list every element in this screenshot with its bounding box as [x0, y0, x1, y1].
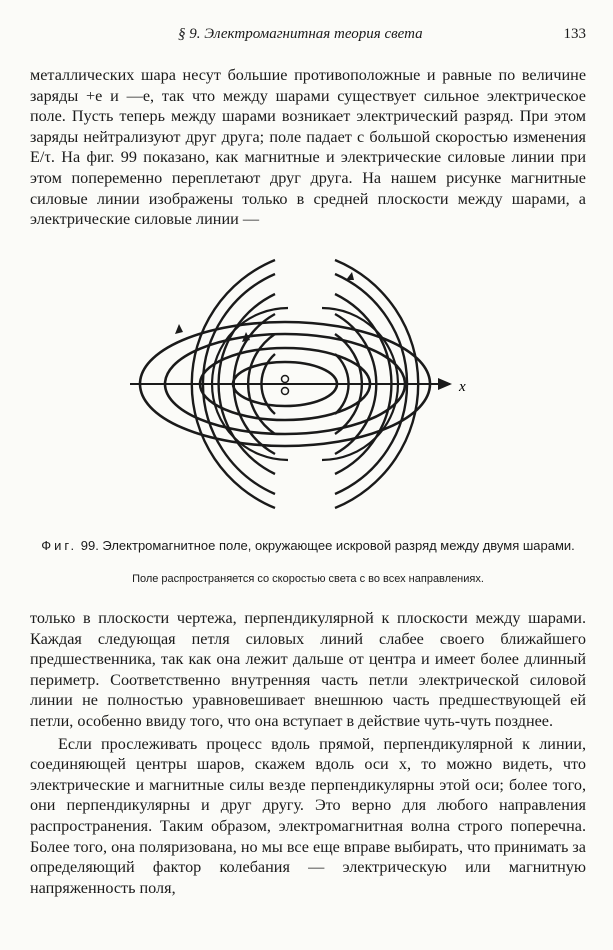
- figure-caption: [30, 537, 586, 554]
- section-title: § 9. Электромагнитная теория света: [178, 26, 423, 42]
- caption-text: 99. Электромагнитное поле, окружающее искровой разряд между двумя шарами.: [80, 538, 575, 553]
- body-text-top: [30, 65, 586, 230]
- paragraph: Если прослеживать процесс вдоль прямой, перпендикулярной к линии, соединяющей центры шаров, скажем вдоль оси x, то можно видеть, что электрические и магнитные силы везде перпендикулярны этой оси; более того, они перпендикулярны и друг другу. Это верно для любого направления распространения. Таким образом, электромагнитная волна строго поперечна. Более того, она поляризована, но мы все еще вправе выбирать, что принимать за определяющий фактор колебания — электрическую или магнитную напряженность поля,: [30, 734, 586, 897]
- body-text-bottom: [30, 608, 586, 898]
- figure-subcaption: Поле распространяется со скоростью света c во всех направлениях.: [132, 573, 484, 585]
- page-number: 133: [563, 26, 586, 42]
- x-axis-label: x: [459, 379, 466, 395]
- field-lines-figure: [130, 254, 480, 534]
- paragraph: металлических шара несут большие противоположные и равные по величине заряды +e и —e, так что между шарами существует сильное электрическое поле. Пусть теперь между шарами возникает электрический разряд. При этом заряды нейтрализуют друг друга; поле падает с большой скоростью изменения E/τ. На фиг. 99 показано, как магнитные и электрические силовые линии при этом попеременно переплетают друг друга. На нашем рисунке магнитные силовые линии изображены только в средней плоскости между шарами, а электрические силовые линии —: [30, 66, 586, 229]
- running-header: [30, 26, 586, 48]
- paragraph: только в плоскости чертежа, перпендикулярной к плоскости между шарами. Каждая следующая петля силовых линий слабее своего ближайшего предшественника, так как она лежит дальше от центра и имеет более длинный периметр. Соответственно внутренняя часть петли электрической силовой линии не полностью уравновешивает внешнюю часть предшествующей ей петли, особенно ввиду того, что она вступает в действие чуть-чуть позднее.: [30, 609, 586, 730]
- caption-prefix: Фиг.: [41, 538, 78, 553]
